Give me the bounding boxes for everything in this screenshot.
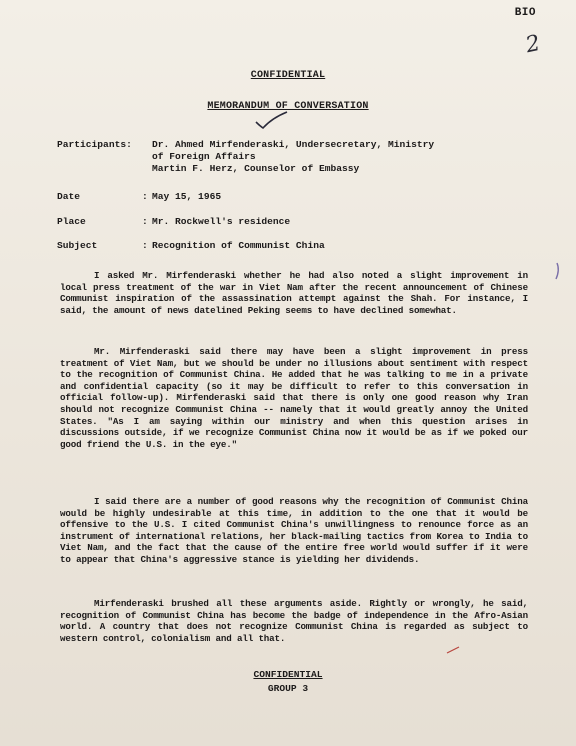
handwritten-page-number: 2 <box>523 30 543 59</box>
date-label: Date <box>57 191 81 202</box>
red-pencil-mark <box>446 646 460 654</box>
handwritten-check-mark <box>254 108 288 130</box>
date-colon: : <box>142 191 148 202</box>
participants-line-2: of Foreign Affairs <box>152 151 256 162</box>
subject-colon: : <box>142 240 148 251</box>
participants-line-1: Dr. Ahmed Mirfenderaski, Undersecretary, Ministry <box>152 139 435 150</box>
participants-row <box>57 139 527 179</box>
participants-label: Participants: <box>57 139 132 150</box>
corner-label: BIO <box>514 7 536 19</box>
ink-stain-mark <box>552 262 562 280</box>
document-title: MEMORANDUM OF CONVERSATION <box>207 101 369 112</box>
place-value: Mr. Rockwell's residence <box>152 216 291 227</box>
paragraph-3: I said there are a number of good reasons why the recognition of Communist China would be highly undesirable at this time, in addition to the one that it would be offensive to the U.S. I cited Communist China's unwillingness to renounce force as an instrument of international relations, her black-mailing tactics from Korea to India to Viet Nam, and the fact that the cause of the entire free world would suffer if it were to appear that China's aggressive stance is yielding her dividends. <box>60 496 528 565</box>
paragraph-1: I asked Mr. Mirfenderaski whether he had also noted a slight improvement in local press treatment of the war in Viet Nam after the recent announcement of Chinese Communist inspiration of the assassination attempt against the Shah. For instance, I said, the amount of news datelined Peking seems to have declined somewhat. <box>60 270 528 316</box>
place-colon: : <box>142 216 148 227</box>
subject-value: Recognition of Communist China <box>152 240 325 251</box>
footer-classification <box>0 669 576 680</box>
subject-label: Subject <box>57 240 98 251</box>
paragraph-2: Mr. Mirfenderaski said there may have been a slight improvement in press treatment of Viet Nam, but we should be under no illusions about sentiment with respect to the recognition of Communist China. He added that he was talking to me in a private and confidential capacity (so it may be difficult to refer to this conversation in official follow-up). Mirfenderaski said that there is only one good reason why Iran should not recognize Communist China -- namely that it would greatly annoy the United States. "As I am saying within our ministry and when this question arises in discussions outside, if we recognize Communist China now it would be as if we poked our good friend the U.S. in the eye." <box>60 346 528 450</box>
place-label: Place <box>57 216 86 227</box>
date-row <box>57 191 527 205</box>
paragraph-4: Mirfenderaski brushed all these arguments aside. Rightly or wrongly, he said, recognition of Communist China has become the badge of independence in the Afro-Asian world. A country that does not recognize Communist China is regarded as subject to western control, colonialism and all that. <box>60 598 528 644</box>
date-value: May 15, 1965 <box>152 191 222 202</box>
subject-row <box>57 240 527 254</box>
footer-classification-text: CONFIDENTIAL <box>253 669 323 680</box>
footer-group: GROUP 3 <box>267 683 309 694</box>
place-row <box>57 216 527 230</box>
participants-line-3: Martin F. Herz, Counselor of Embassy <box>152 163 360 174</box>
classification-top: CONFIDENTIAL <box>250 70 326 81</box>
